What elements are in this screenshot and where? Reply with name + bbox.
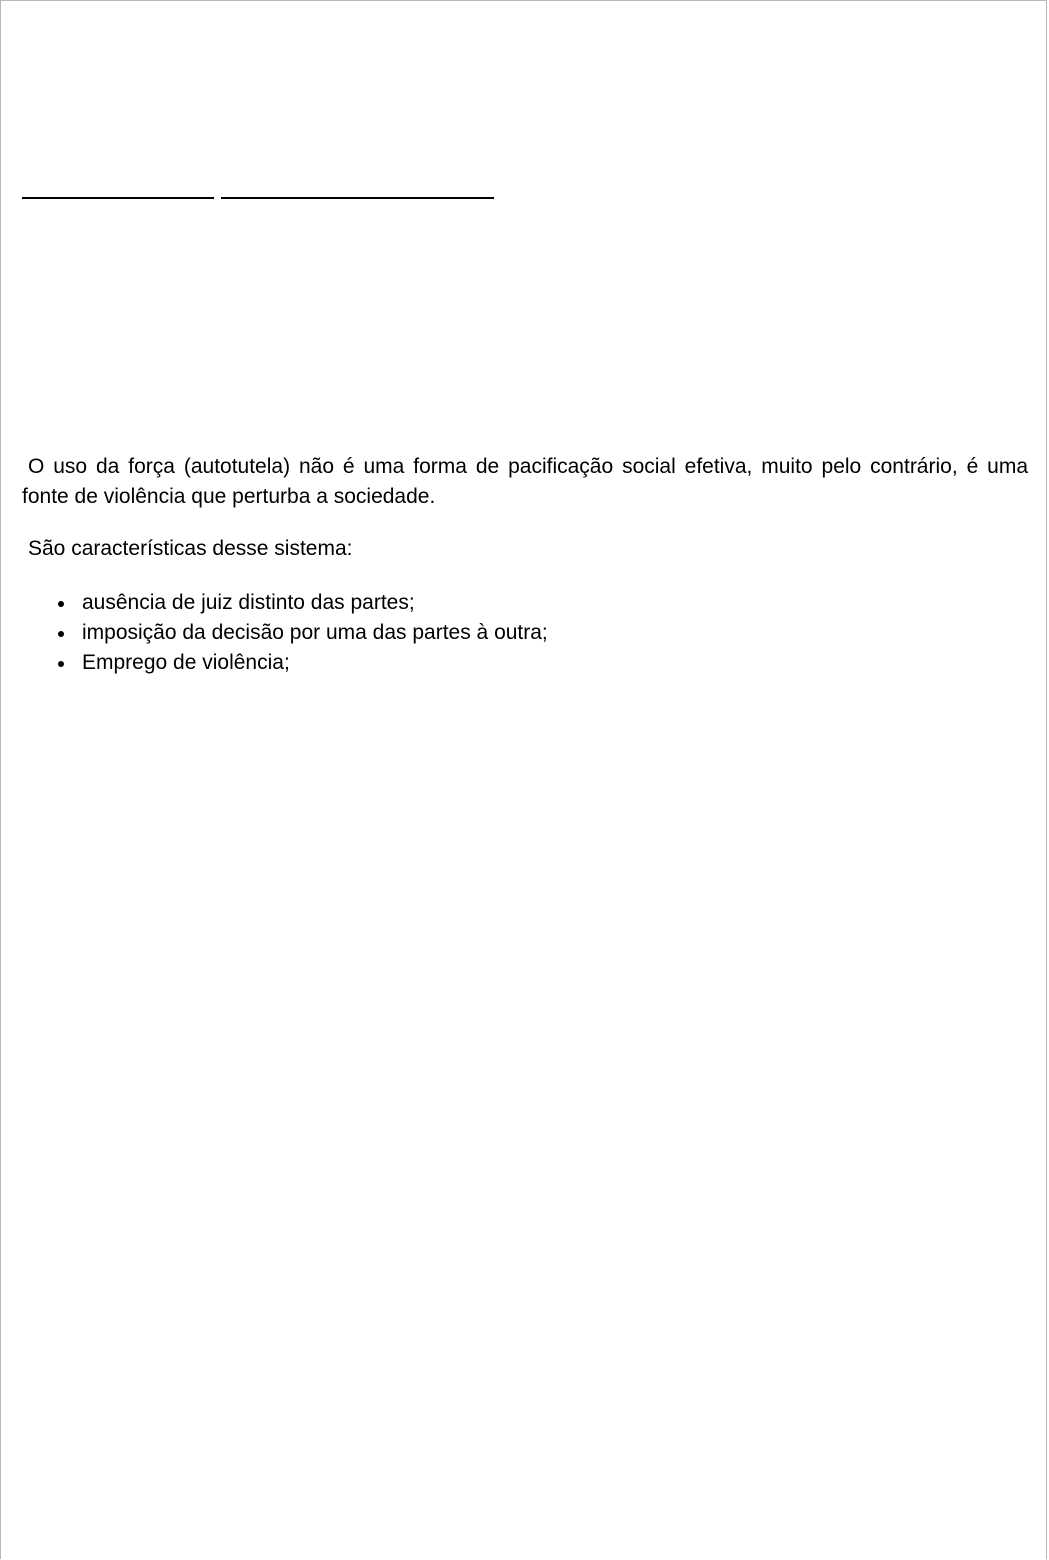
document-body	[22, 452, 1028, 678]
list-item	[22, 588, 1028, 618]
list-item	[22, 648, 1028, 678]
bullet-icon	[58, 661, 64, 667]
list-item	[22, 618, 1028, 648]
characteristics-list	[22, 588, 1028, 678]
bullet-icon	[58, 601, 64, 607]
list-item-text: Emprego de violência;	[82, 651, 290, 674]
paragraph-characteristics-intro: São características desse sistema:	[28, 537, 353, 560]
paragraph-autotutela: O uso da força (autotutela) não é uma forma de pacificação social efetiva, muito pelo contrário, é uma fonte de violência que perturba a sociedade.	[22, 455, 1028, 508]
list-item-text: ausência de juiz distinto das partes;	[82, 591, 415, 614]
blank-line-right	[221, 197, 494, 199]
bullet-icon	[58, 631, 64, 637]
blank-line-left	[22, 197, 214, 199]
list-item-text: imposição da decisão por uma das partes à outra;	[82, 621, 548, 644]
